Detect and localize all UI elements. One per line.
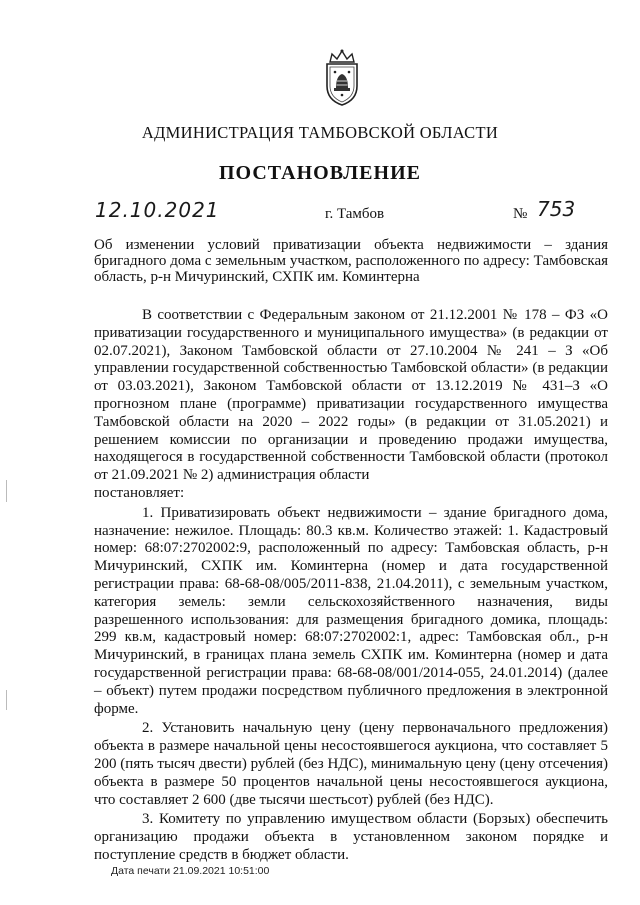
- item-2-paragraph: 2. Установить начальную цену (цену первоначального предложения) объекта в размере начальной цены несостоявшегося аукциона, что составляет 5 200 (пять тысяч двести) рублей (без НДС), минимальную цену (цену отсечения) объекта в размере 50 процентов начальной цены несостоявшегося аукциона, что составляет 2 600 (две тысячи шестьсот) рублей (без НДС).: [94, 720, 608, 808]
- handwritten-number: 753: [537, 197, 576, 221]
- item-1-paragraph: 1. Приватизировать объект недвижимости – здание бригадного дома, назначение: нежилое. Площадь: 80.3 кв.м. Количество этажей: 1. Кадастровый номер: 68:07:2702002:9, расположенный по адресу: Тамбовская область, р-н Мичуринский, СХПК им. Коминтерна (номер и дата государственной регистрации права: 68-68-08/005/2011-838, 21.04.2011), с земельным участком, категория земель: земли сельскохозяйственного назначения, виды разрешенного использования: для размещения бригадного домика, площадь: 299 кв.м, кадастровый номер: 68:07:2702002:1, адрес: Тамбовская обл., р-н Мичуринский, в границах плана земель СХПК им. Коминтерна (номер и дата государственной регистрации права: 68-68-08/001/2014-055, 24.01.2014) (далее – объект) путем продажи посредством публичного предложения в электронной форме.: [94, 504, 608, 717]
- scan-margin-mark: [6, 480, 7, 502]
- coat-of-arms-emblem: [318, 48, 366, 108]
- preamble-paragraph: В соответствии с Федеральным законом от 21.12.2001 № 178 – ФЗ «О приватизации государственного и муниципального имущества» (в редакции от 02.07.2021), Законом Тамбовской области от 27.10.2004 № 241 – З «Об управлении государственной собственностью Тамбовской области» (в редакции от 03.03.2021), Законом Тамбовской области от 13.12.2019 № 431–З «О прогнозном плане (программе) приватизации государственного имущества Тамбовской области на 2020 – 2022 годы» (в редакции от 31.05.2021) и решением комиссии по организации и проведению продажи имущества, находящегося в государственной собственности Тамбовской области (протокол от 21.09.2021 № 2) администрация области: [94, 307, 608, 484]
- handwritten-date: 12.10.2021: [95, 198, 220, 222]
- resolves-line: постановляет:: [94, 484, 185, 501]
- document-subject: Об изменении условий приватизации объекта недвижимости – здания бригадного дома с земельным участком, расположенного по адресу: Тамбовская область, р-н Мичуринский, СХПК им. Коминтерна: [94, 237, 608, 285]
- document-body: [94, 307, 608, 865]
- number-label: №: [513, 206, 528, 222]
- city: г. Тамбов: [325, 206, 385, 222]
- organization-title: АДМИНИСТРАЦИЯ ТАМБОВСКОЙ ОБЛАСТИ: [141, 123, 499, 142]
- print-date-footer: Дата печати 21.09.2021 10:51:00: [111, 865, 270, 877]
- item-3-paragraph: 3. Комитету по управлению имуществом области (Борзых) обеспечить организацию продажи объекта в установленном законом порядке и поступление средств в бюджет области.: [94, 811, 608, 863]
- document-type: ПОСТАНОВЛЕНИЕ: [219, 162, 421, 184]
- scan-margin-mark: [6, 690, 7, 710]
